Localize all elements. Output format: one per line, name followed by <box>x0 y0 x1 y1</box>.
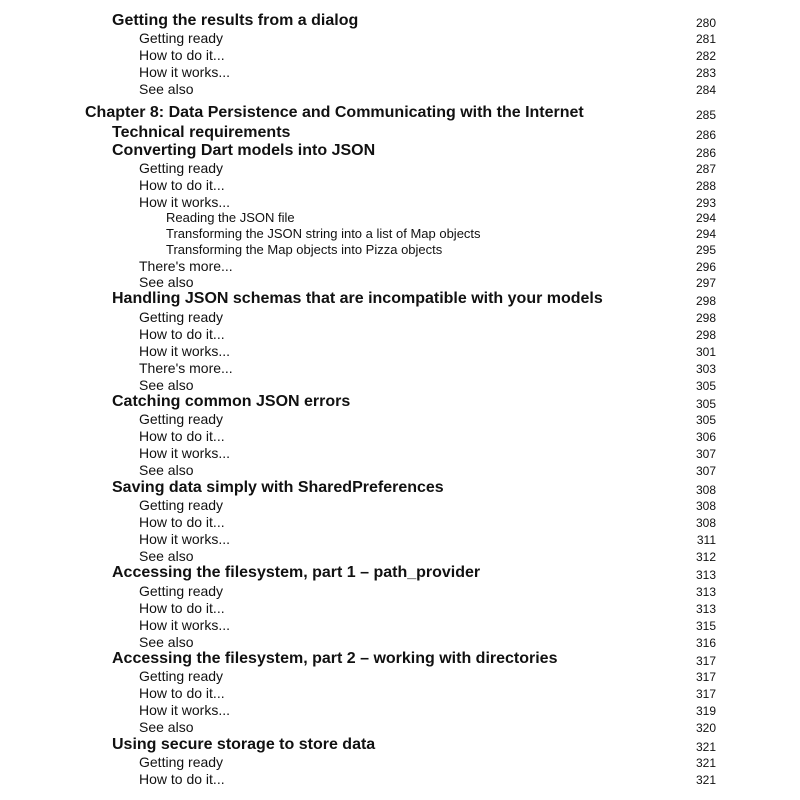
subsection-entry-title: Getting ready <box>139 668 224 684</box>
subsection-entry-title: How to do it... <box>139 685 225 701</box>
page-number: 308 <box>695 483 716 497</box>
page-number: 313 <box>695 585 716 599</box>
page-number: 284 <box>695 83 716 97</box>
page-number: 312 <box>695 550 716 564</box>
subsection-entry-title: Getting ready <box>139 411 224 427</box>
page-number: 301 <box>695 345 716 359</box>
section-heading-title: Saving data simply with SharedPreferences <box>112 479 444 496</box>
chapter-heading-title: Chapter 8: Data Persistence and Communicating with the Internet <box>85 104 584 121</box>
page-number: 317 <box>695 670 716 684</box>
page-number: 321 <box>695 773 716 787</box>
section-heading-title: Technical requirements <box>112 124 291 141</box>
subsection-entry-title: There's more... <box>139 360 233 376</box>
subsection-entry-title: How it works... <box>139 617 231 633</box>
subsection-entry-title: See also <box>139 462 194 478</box>
page-number: 315 <box>695 619 716 633</box>
page-number: 281 <box>695 32 716 46</box>
page-number: 294 <box>695 227 716 241</box>
subsection-entry-title: How to do it... <box>139 47 225 63</box>
page-number: 303 <box>695 362 716 376</box>
page-number: 305 <box>695 413 716 427</box>
page-number: 307 <box>695 464 716 478</box>
subsection-entry-title: How to do it... <box>139 326 225 342</box>
page-number: 321 <box>695 756 716 770</box>
sub-subsection-entry-title: Transforming the JSON string into a list of Map objects <box>166 226 481 241</box>
subsection-entry-title: How it works... <box>139 343 231 359</box>
page-number: 293 <box>695 196 716 210</box>
subsection-entry-title: See also <box>139 634 194 650</box>
page-number: 298 <box>695 328 716 342</box>
subsection-entry-title: How it works... <box>139 702 231 718</box>
page-number: 298 <box>695 311 716 325</box>
page-number: 280 <box>695 16 716 30</box>
page-number: 307 <box>695 447 716 461</box>
subsection-entry-title: Getting ready <box>139 497 224 513</box>
section-heading-title: Getting the results from a dialog <box>112 12 359 29</box>
page-number: 296 <box>695 260 716 274</box>
subsection-entry-title: See also <box>139 377 194 393</box>
page-number: 308 <box>695 516 716 530</box>
page-number: 298 <box>695 294 716 308</box>
page-number: 321 <box>695 740 716 754</box>
page-number: 311 <box>696 533 716 547</box>
page-number: 308 <box>695 499 716 513</box>
subsection-entry-title: How to do it... <box>139 428 225 444</box>
page-number: 297 <box>695 276 716 290</box>
page-number: 305 <box>695 379 716 393</box>
section-heading-title: Accessing the filesystem, part 1 – path_provider <box>112 564 481 581</box>
page-number: 287 <box>695 162 716 176</box>
subsection-entry-title: See also <box>139 81 194 97</box>
page-number: 320 <box>695 721 716 735</box>
section-heading-title: Accessing the filesystem, part 2 – working with directories <box>112 650 558 667</box>
subsection-entry-title: Getting ready <box>139 30 224 46</box>
page-number: 313 <box>695 602 716 616</box>
subsection-entry-title: Getting ready <box>139 160 224 176</box>
subsection-entry-title: See also <box>139 719 194 735</box>
section-heading-title: Converting Dart models into JSON <box>112 142 376 159</box>
page-number: 316 <box>695 636 716 650</box>
subsection-entry-title: Getting ready <box>139 309 224 325</box>
section-heading-title: Handling JSON schemas that are incompatible with your models <box>112 290 603 307</box>
page-number: 317 <box>695 687 716 701</box>
subsection-entry-title: How it works... <box>139 445 231 461</box>
page-number: 286 <box>695 128 716 142</box>
page-number: 288 <box>695 179 716 193</box>
section-heading-title: Using secure storage to store data <box>112 736 376 753</box>
sub-subsection-entry-title: Transforming the Map objects into Pizza objects <box>166 242 443 257</box>
page-number: 294 <box>695 211 716 225</box>
section-heading-title: Catching common JSON errors <box>112 393 351 410</box>
page-number: 313 <box>695 568 716 582</box>
subsection-entry-title: How to do it... <box>139 177 225 193</box>
subsection-entry-title: How it works... <box>139 531 231 547</box>
page-number: 319 <box>695 704 716 718</box>
page-number: 286 <box>695 146 716 160</box>
page-number: 295 <box>695 243 716 257</box>
page-number: 283 <box>695 66 716 80</box>
page-number: 282 <box>695 49 716 63</box>
sub-subsection-entry-title: Reading the JSON file <box>166 210 295 225</box>
subsection-entry-title: How to do it... <box>139 600 225 616</box>
subsection-entry-title: How to do it... <box>139 514 225 530</box>
page-number: 306 <box>695 430 716 444</box>
page-number: 285 <box>695 108 716 122</box>
subsection-entry-title: Getting ready <box>139 583 224 599</box>
subsection-entry-title: See also <box>139 548 194 564</box>
subsection-entry-title: See also <box>139 274 194 290</box>
subsection-entry-title: How it works... <box>139 64 231 80</box>
subsection-entry-title: How it works... <box>139 194 231 210</box>
page-number: 305 <box>695 397 716 411</box>
subsection-entry-title: Getting ready <box>139 754 224 770</box>
page-number: 317 <box>695 654 716 668</box>
subsection-entry-title: There's more... <box>139 258 233 274</box>
subsection-entry-title: How to do it... <box>139 771 225 787</box>
